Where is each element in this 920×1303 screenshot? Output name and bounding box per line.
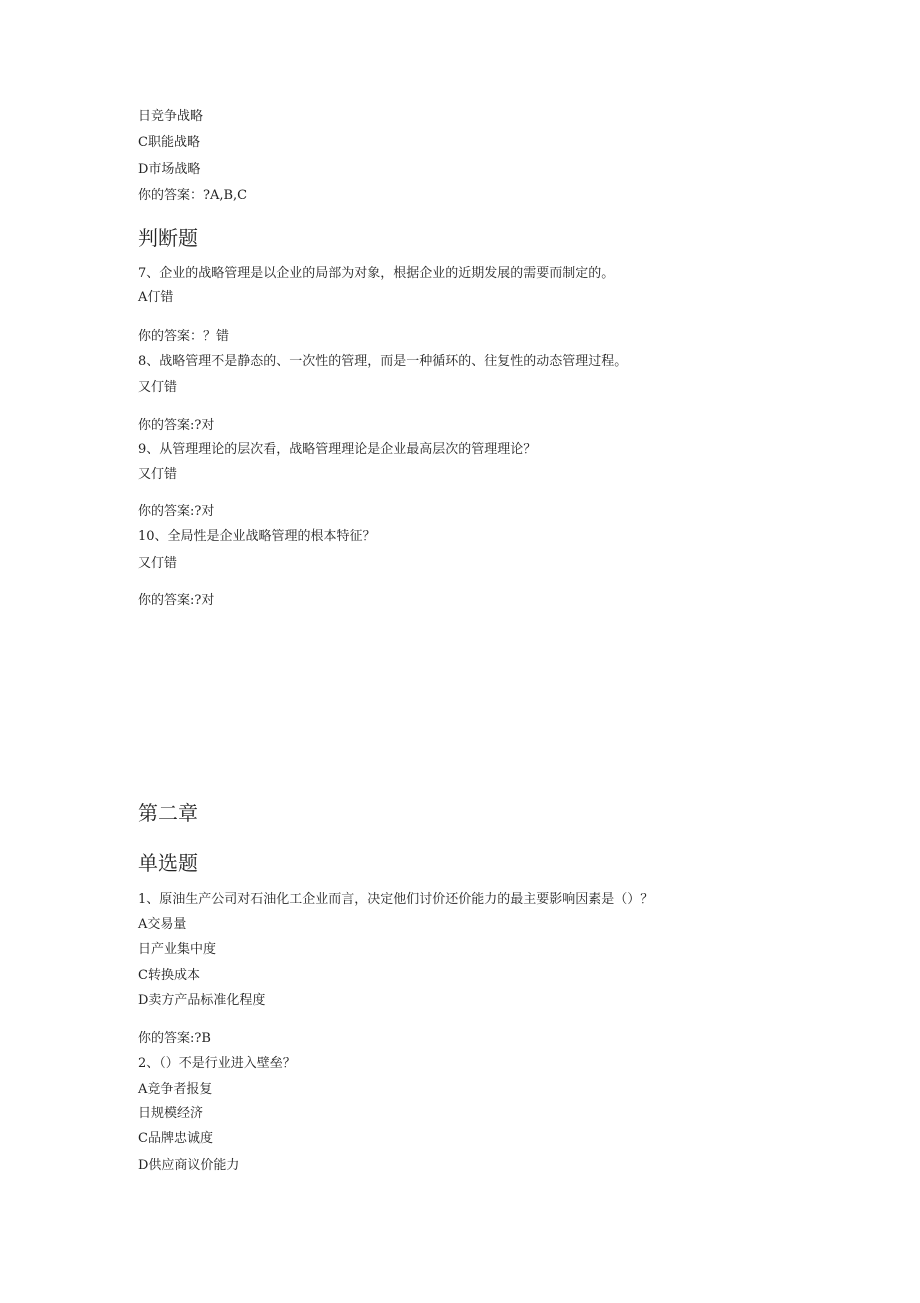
answer-line: 你的答案:?对 [138, 593, 215, 608]
options-line: 又仃错 [138, 556, 178, 571]
question-10: 10、全局性是企业战略管理的根本特征？ [138, 529, 376, 544]
options-line: A仃错 [138, 290, 174, 305]
question-2: 2、（）不是行业进入壁垒？ [138, 1056, 296, 1071]
question-1: 1、原油生产公司对石油化工企业而言，决定他们讨价还价能力的最主要影响因素是（）？ [138, 892, 654, 907]
option-a-line: A交易量 [138, 917, 187, 932]
answer-line: 你的答案:?对 [138, 418, 215, 433]
option-d-line: D供应商议价能力 [138, 1158, 240, 1173]
options-line: 又仃错 [138, 380, 178, 395]
option-b-line: 日规模经济 [138, 1106, 204, 1121]
option-b-line: 日竞争战略 [138, 109, 204, 124]
option-c-line: C转换成本 [138, 968, 200, 983]
section-heading-judge: 判断题 [138, 226, 198, 250]
question-9: 9、从管理理论的层次看，战略管理理论是企业最高层次的管理理论？ [138, 442, 537, 457]
chapter-heading: 第二章 [138, 801, 198, 825]
answer-line: 你的答案:?B [138, 1031, 211, 1046]
option-d-line: D市场战略 [138, 162, 201, 177]
option-a-line: A竞争者报复 [138, 1082, 213, 1097]
answer-line: 你的答案:?对 [138, 504, 215, 519]
question-7: 7、企业的战略管理是以企业的局部为对象，根据企业的近期发展的需要而制定的。 [138, 266, 615, 281]
option-d-line: D卖方产品标准化程度 [138, 993, 266, 1008]
answer-line: 你的答案：?A,B,C [138, 188, 248, 203]
options-line: 又仃错 [138, 467, 178, 482]
answer-line: 你的答案：？错 [138, 329, 230, 344]
section-heading-single: 单选题 [138, 851, 198, 875]
question-8: 8、战略管理不是静态的、一次性的管理，而是一种循环的、往复性的动态管理过程。 [138, 354, 628, 369]
option-c-line: C品牌忠诚度 [138, 1131, 213, 1146]
option-b-line: 日产业集中度 [138, 942, 217, 957]
option-c-line: C职能战略 [138, 135, 200, 150]
